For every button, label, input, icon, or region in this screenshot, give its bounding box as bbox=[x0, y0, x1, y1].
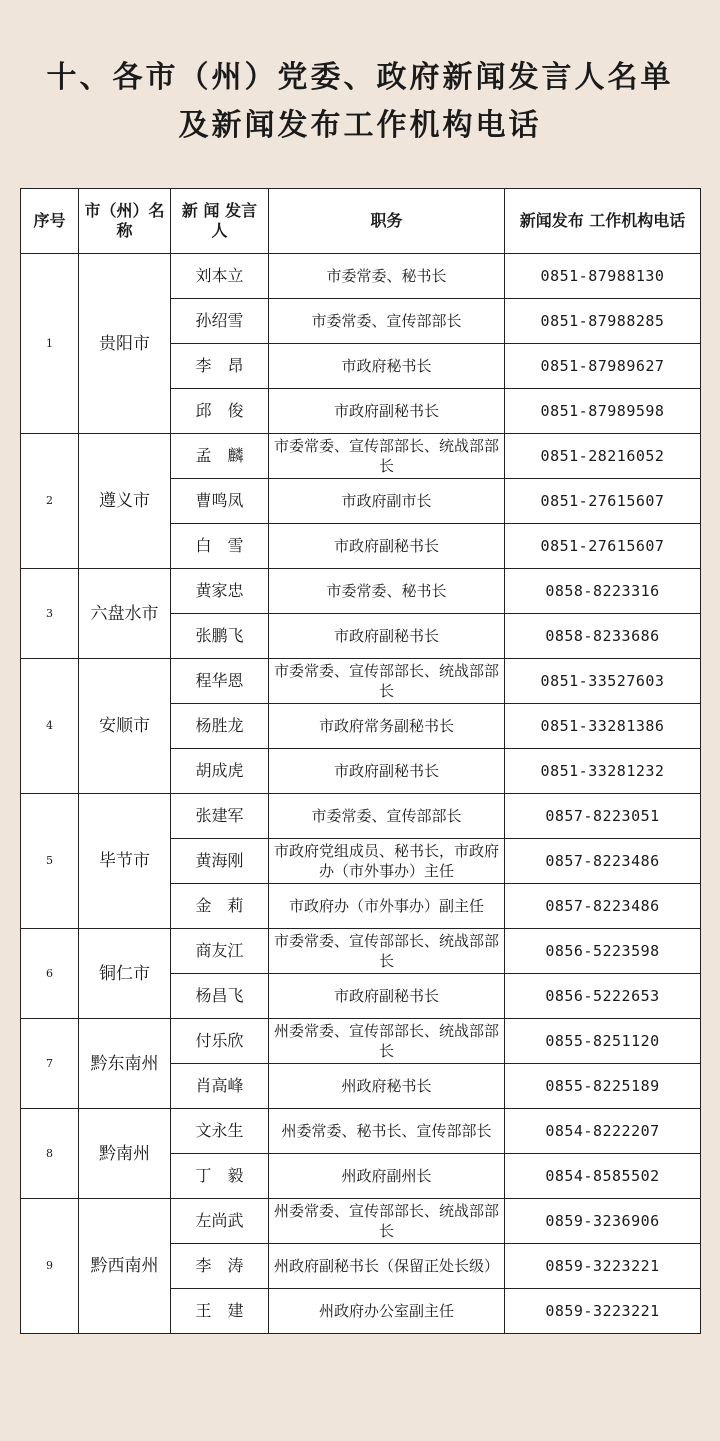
cell-phone: 0854-8222207 bbox=[505, 1109, 701, 1154]
cell-city: 六盘水市 bbox=[79, 569, 171, 659]
cell-phone: 0851-28216052 bbox=[505, 434, 701, 479]
header-position: 职务 bbox=[269, 189, 505, 254]
cell-position: 市政府副秘书长 bbox=[269, 614, 505, 659]
table-row bbox=[21, 1109, 701, 1154]
cell-name: 商友江 bbox=[171, 929, 269, 974]
cell-name: 胡成虎 bbox=[171, 749, 269, 794]
cell-phone: 0858-8223316 bbox=[505, 569, 701, 614]
cell-position: 市政府副秘书长 bbox=[269, 974, 505, 1019]
cell-name: 曹鸣凤 bbox=[171, 479, 269, 524]
cell-position: 州政府副秘书长（保留正处长级） bbox=[269, 1244, 505, 1289]
cell-name: 程华恩 bbox=[171, 659, 269, 704]
cell-position: 州政府办公室副主任 bbox=[269, 1289, 505, 1334]
cell-position: 州委常委、秘书长、宣传部部长 bbox=[269, 1109, 505, 1154]
table-body bbox=[21, 254, 701, 1334]
cell-name: 李 涛 bbox=[171, 1244, 269, 1289]
cell-seq: 3 bbox=[21, 569, 79, 659]
table-row bbox=[21, 659, 701, 704]
cell-name: 肖高峰 bbox=[171, 1064, 269, 1109]
cell-position: 市政府办（市外事办）副主任 bbox=[269, 884, 505, 929]
header-city: 市（州）名称 bbox=[79, 189, 171, 254]
cell-name: 丁 毅 bbox=[171, 1154, 269, 1199]
cell-position: 市委常委、秘书长 bbox=[269, 569, 505, 614]
cell-phone: 0851-87988130 bbox=[505, 254, 701, 299]
cell-name: 杨胜龙 bbox=[171, 704, 269, 749]
cell-position: 市委常委、宣传部部长、统战部部长 bbox=[269, 929, 505, 974]
cell-name: 孟 麟 bbox=[171, 434, 269, 479]
cell-phone: 0851-87988285 bbox=[505, 299, 701, 344]
cell-name: 付乐欣 bbox=[171, 1019, 269, 1064]
cell-position: 市政府秘书长 bbox=[269, 344, 505, 389]
cell-name: 杨昌飞 bbox=[171, 974, 269, 1019]
cell-phone: 0859-3223221 bbox=[505, 1289, 701, 1334]
cell-position: 市委常委、宣传部部长、统战部部长 bbox=[269, 434, 505, 479]
cell-position: 市委常委、宣传部部长 bbox=[269, 794, 505, 839]
cell-phone: 0856-5223598 bbox=[505, 929, 701, 974]
cell-seq: 8 bbox=[21, 1109, 79, 1199]
cell-position: 市政府常务副秘书长 bbox=[269, 704, 505, 749]
cell-phone: 0851-33281386 bbox=[505, 704, 701, 749]
cell-position: 市委常委、秘书长 bbox=[269, 254, 505, 299]
cell-name: 张鹏飞 bbox=[171, 614, 269, 659]
cell-seq: 9 bbox=[21, 1199, 79, 1334]
cell-city: 铜仁市 bbox=[79, 929, 171, 1019]
cell-name: 李 昂 bbox=[171, 344, 269, 389]
cell-city: 黔南州 bbox=[79, 1109, 171, 1199]
cell-name: 邱 俊 bbox=[171, 389, 269, 434]
cell-city: 遵义市 bbox=[79, 434, 171, 569]
cell-name: 金 莉 bbox=[171, 884, 269, 929]
page-title-line1: 十、各市（州）党委、政府新闻发言人名单 bbox=[46, 60, 674, 95]
cell-name: 刘本立 bbox=[171, 254, 269, 299]
cell-phone: 0856-5222653 bbox=[505, 974, 701, 1019]
cell-position: 州政府秘书长 bbox=[269, 1064, 505, 1109]
cell-position: 州政府副州长 bbox=[269, 1154, 505, 1199]
cell-phone: 0857-8223051 bbox=[505, 794, 701, 839]
table-header-row bbox=[21, 189, 701, 254]
cell-phone: 0857-8223486 bbox=[505, 839, 701, 884]
cell-phone: 0851-27615607 bbox=[505, 524, 701, 569]
cell-city: 黔西南州 bbox=[79, 1199, 171, 1334]
cell-phone: 0857-8223486 bbox=[505, 884, 701, 929]
cell-phone: 0851-27615607 bbox=[505, 479, 701, 524]
cell-seq: 5 bbox=[21, 794, 79, 929]
table-row bbox=[21, 1199, 701, 1244]
cell-city: 黔东南州 bbox=[79, 1019, 171, 1109]
cell-seq: 4 bbox=[21, 659, 79, 794]
header-spokesperson: 新 闻 发言人 bbox=[171, 189, 269, 254]
table-row bbox=[21, 929, 701, 974]
cell-phone: 0851-33281232 bbox=[505, 749, 701, 794]
cell-position: 州委常委、宣传部部长、统战部部长 bbox=[269, 1199, 505, 1244]
cell-seq: 1 bbox=[21, 254, 79, 434]
cell-name: 文永生 bbox=[171, 1109, 269, 1154]
table-row bbox=[21, 569, 701, 614]
cell-name: 张建军 bbox=[171, 794, 269, 839]
cell-name: 孙绍雪 bbox=[171, 299, 269, 344]
cell-name: 白 雪 bbox=[171, 524, 269, 569]
header-seq: 序号 bbox=[21, 189, 79, 254]
cell-phone: 0854-8585502 bbox=[505, 1154, 701, 1199]
cell-seq: 7 bbox=[21, 1019, 79, 1109]
cell-phone: 0859-3223221 bbox=[505, 1244, 701, 1289]
cell-position: 市政府副市长 bbox=[269, 479, 505, 524]
cell-seq: 2 bbox=[21, 434, 79, 569]
cell-name: 左尚武 bbox=[171, 1199, 269, 1244]
cell-position: 市委常委、宣传部部长、统战部部长 bbox=[269, 659, 505, 704]
cell-name: 王 建 bbox=[171, 1289, 269, 1334]
cell-position: 市政府副秘书长 bbox=[269, 389, 505, 434]
cell-city: 毕节市 bbox=[79, 794, 171, 929]
table-row bbox=[21, 254, 701, 299]
cell-phone: 0859-3236906 bbox=[505, 1199, 701, 1244]
cell-city: 贵阳市 bbox=[79, 254, 171, 434]
table-row bbox=[21, 434, 701, 479]
table-row bbox=[21, 1019, 701, 1064]
cell-position: 市政府副秘书长 bbox=[269, 749, 505, 794]
cell-phone: 0851-33527603 bbox=[505, 659, 701, 704]
cell-position: 州委常委、宣传部部长、统战部部长 bbox=[269, 1019, 505, 1064]
cell-position: 市政府党组成员、秘书长，市政府办（市外事办）主任 bbox=[269, 839, 505, 884]
cell-city: 安顺市 bbox=[79, 659, 171, 794]
cell-name: 黄家忠 bbox=[171, 569, 269, 614]
cell-name: 黄海刚 bbox=[171, 839, 269, 884]
table-row bbox=[21, 794, 701, 839]
cell-seq: 6 bbox=[21, 929, 79, 1019]
page-title-line2: 及新闻发布工作机构电话 bbox=[178, 108, 542, 143]
cell-phone: 0851-87989627 bbox=[505, 344, 701, 389]
spokesperson-table bbox=[20, 188, 701, 1334]
cell-position: 市委常委、宣传部部长 bbox=[269, 299, 505, 344]
cell-phone: 0855-8251120 bbox=[505, 1019, 701, 1064]
header-phone: 新闻发布 工作机构电话 bbox=[505, 189, 701, 254]
cell-phone: 0851-87989598 bbox=[505, 389, 701, 434]
cell-position: 市政府副秘书长 bbox=[269, 524, 505, 569]
cell-phone: 0855-8225189 bbox=[505, 1064, 701, 1109]
cell-phone: 0858-8233686 bbox=[505, 614, 701, 659]
